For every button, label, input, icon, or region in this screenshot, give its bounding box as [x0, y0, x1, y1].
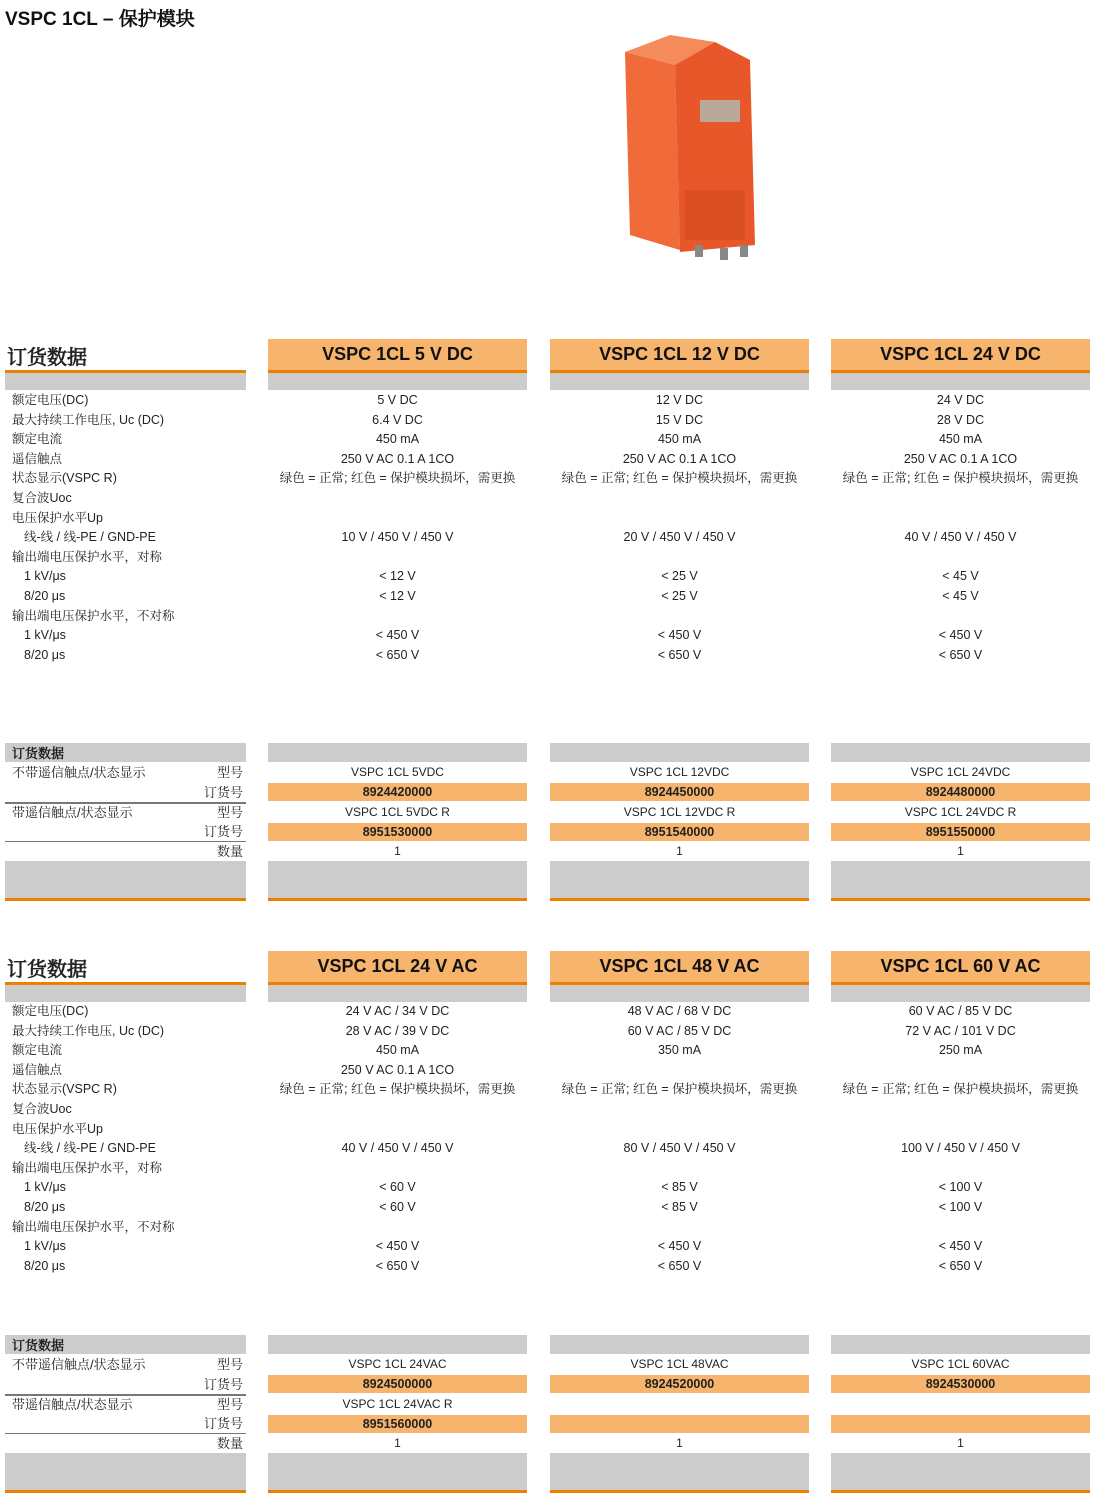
spec-value: < 450 V	[657, 628, 702, 643]
type-value: VSPC 1CL 24VDC R	[904, 804, 1017, 819]
spec-value: 20 V / 450 V / 450 V	[623, 530, 736, 545]
product-header: VSPC 1CL 12 V DC	[550, 339, 809, 370]
spec-value: 450 mA	[657, 432, 702, 447]
spec-value: 绿色 = 正常; 红色 = 保护模块损坏，需更换	[842, 471, 1079, 486]
spec-label: 1 kV/μs	[24, 569, 66, 584]
spec-label: 输出端电压保护水平，不对称	[12, 608, 175, 623]
spec-value: < 100 V	[938, 1200, 983, 1214]
order-number: 8924480000	[831, 783, 1090, 801]
product-image	[600, 30, 780, 280]
type-value: VSPC 1CL 12VDC R	[623, 804, 736, 819]
type-value: VSPC 1CL 48VAC	[630, 1357, 729, 1371]
quantity-label: 数量	[216, 1436, 243, 1451]
quantity-value: 1	[676, 1436, 683, 1450]
spec-label: 线-线 / 线-PE / GND-PE	[24, 1141, 156, 1156]
spec-value: < 60 V	[379, 1180, 416, 1195]
order-group-label: 不带遥信触点/状态显示	[12, 1357, 146, 1372]
spec-value: < 60 V	[379, 1200, 416, 1214]
order-header-band	[831, 743, 1090, 762]
order-header-band	[550, 743, 809, 762]
spec-label: 状态显示(VSPC R)	[12, 471, 117, 486]
footer-line	[268, 898, 527, 901]
order-number: 8924500000	[268, 1375, 527, 1393]
spec-label: 输出端电压保护水平，不对称	[12, 1219, 175, 1234]
spec-label: 线-线 / 线-PE / GND-PE	[24, 530, 156, 545]
spec-value: 40 V / 450 V / 450 V	[341, 1141, 454, 1156]
footer-band	[831, 1453, 1090, 1490]
type-value	[831, 1395, 1090, 1414]
type-label: 型号	[216, 1357, 243, 1372]
quantity-value: 1	[676, 844, 683, 858]
spec-value: < 85 V	[661, 1180, 698, 1195]
spec-value: < 450 V	[375, 1239, 420, 1254]
product-gray-band	[268, 985, 527, 1002]
footer-line	[831, 1490, 1090, 1493]
type-value: VSPC 1CL 5VDC R	[345, 804, 450, 819]
order-number: 8924420000	[268, 783, 527, 801]
footer-line	[831, 898, 1090, 901]
quantity-value: 1	[394, 844, 401, 858]
product-gray-band	[268, 373, 527, 390]
type-value: VSPC 1CL 12VDC	[629, 765, 730, 779]
order-header-band	[550, 1335, 809, 1354]
order-number: 8951550000	[831, 823, 1090, 841]
spec-value: 6.4 V DC	[372, 412, 423, 427]
footer-line	[268, 1490, 527, 1493]
spec-value: 24 V AC / 34 V DC	[345, 1004, 450, 1018]
type-label: 型号	[216, 1396, 243, 1412]
order-group-label: 不带遥信触点/状态显示	[12, 765, 146, 780]
spec-value: < 450 V	[375, 628, 420, 643]
footer-line	[550, 1490, 809, 1493]
spec-label: 复合波Uoc	[12, 1102, 72, 1116]
spec-label: 额定电流	[12, 432, 63, 447]
spec-value: < 450 V	[657, 1239, 702, 1254]
spec-value: 450 mA	[375, 432, 420, 447]
spec-label: 最大持续工作电压, Uc (DC)	[12, 412, 165, 427]
spec-value: 40 V / 450 V / 450 V	[904, 530, 1017, 545]
spec-value: < 650 V	[657, 647, 702, 662]
spec-value: 60 V AC / 85 V DC	[908, 1004, 1013, 1018]
product-header: VSPC 1CL 48 V AC	[550, 951, 809, 982]
order-number	[550, 1415, 809, 1433]
spec-value: < 25 V	[661, 589, 698, 603]
spec-value: < 650 V	[938, 647, 983, 662]
order-number-label: 订货号	[203, 1376, 243, 1392]
spec-value: < 45 V	[942, 589, 979, 603]
spec-value: < 650 V	[375, 1258, 420, 1273]
spec-value: 72 V AC / 101 V DC	[905, 1023, 1016, 1038]
type-value: VSPC 1CL 60VAC	[911, 1357, 1010, 1371]
spec-value: 28 V AC / 39 V DC	[345, 1023, 450, 1038]
footer-line	[5, 898, 246, 901]
spec-label: 遥信触点	[12, 451, 63, 466]
type-value: VSPC 1CL 24VDC	[910, 765, 1011, 779]
order-group-label: 带遥信触点/状态显示	[12, 1396, 133, 1412]
product-header: VSPC 1CL 24 V AC	[268, 951, 527, 982]
order-header-band	[831, 1335, 1090, 1354]
quantity-value: 1	[394, 1436, 401, 1450]
order-title: 订货数据	[12, 1338, 65, 1353]
footer-line	[550, 898, 809, 901]
spec-label: 1 kV/μs	[24, 1180, 66, 1195]
order-number: 8951560000	[268, 1415, 527, 1433]
spec-value: 48 V AC / 68 V DC	[627, 1004, 732, 1018]
spec-label: 电压保护水平Up	[12, 510, 103, 525]
spec-value: 15 V DC	[655, 412, 704, 427]
spec-value: 绿色 = 正常; 红色 = 保护模块损坏，需更换	[279, 1082, 516, 1097]
spec-label: 8/20 μs	[24, 1200, 66, 1214]
spec-value: < 450 V	[938, 1239, 983, 1254]
order-number-label: 订货号	[203, 784, 243, 800]
spec-value: < 25 V	[661, 569, 698, 584]
spec-value: 10 V / 450 V / 450 V	[341, 530, 454, 545]
product-gray-band	[831, 373, 1090, 390]
footer-band	[5, 861, 246, 898]
spec-value: 450 mA	[938, 432, 983, 447]
spec-value: 80 V / 450 V / 450 V	[623, 1141, 736, 1156]
spec-label: 1 kV/μs	[24, 628, 66, 643]
spec-label: 8/20 μs	[24, 589, 66, 603]
product-gray-band	[550, 985, 809, 1002]
footer-band	[268, 861, 527, 898]
spec-value: 250 V AC 0.1 A 1CO	[340, 1062, 455, 1077]
section-title: 订货数据	[7, 347, 87, 369]
order-header-band	[268, 1335, 527, 1354]
spec-value: 250 V AC 0.1 A 1CO	[340, 451, 455, 466]
section-gray-band	[5, 985, 246, 1002]
footer-band	[268, 1453, 527, 1490]
product-gray-band	[831, 985, 1090, 1002]
page-title: VSPC 1CL – 保护模块	[5, 9, 195, 30]
spec-value: < 45 V	[942, 569, 979, 584]
order-number: 8924530000	[831, 1375, 1090, 1393]
spec-value: 350 mA	[657, 1043, 702, 1058]
spec-value: < 85 V	[661, 1200, 698, 1214]
spec-value: < 450 V	[938, 628, 983, 643]
type-value: VSPC 1CL 24VAC	[348, 1357, 447, 1371]
spec-label: 电压保护水平Up	[12, 1121, 103, 1136]
spec-value: 绿色 = 正常; 红色 = 保护模块损坏，需更换	[279, 471, 516, 486]
spec-label: 输出端电压保护水平，对称	[12, 1160, 163, 1175]
spec-value: 5 V DC	[377, 393, 418, 407]
order-group-label: 带遥信触点/状态显示	[12, 804, 133, 820]
spec-value: < 12 V	[379, 589, 416, 603]
spec-label: 额定电压(DC)	[12, 393, 89, 407]
footer-band	[5, 1453, 246, 1490]
spec-label: 输出端电压保护水平，对称	[12, 549, 163, 564]
spec-label: 额定电压(DC)	[12, 1004, 89, 1018]
order-number	[831, 1415, 1090, 1433]
order-header-band	[268, 743, 527, 762]
order-title: 订货数据	[12, 746, 65, 761]
spec-value: 450 mA	[375, 1043, 420, 1058]
spec-value: < 100 V	[938, 1180, 983, 1195]
spec-value: 60 V AC / 85 V DC	[627, 1023, 732, 1038]
spec-label: 复合波Uoc	[12, 491, 72, 505]
spec-value: < 12 V	[379, 569, 416, 584]
product-header: VSPC 1CL 24 V DC	[831, 339, 1090, 370]
product-gray-band	[550, 373, 809, 390]
section-gray-band	[5, 373, 246, 390]
footer-band	[550, 1453, 809, 1490]
spec-label: 额定电流	[12, 1043, 63, 1058]
order-number: 8924450000	[550, 783, 809, 801]
spec-label: 8/20 μs	[24, 647, 66, 662]
spec-value: 24 V DC	[936, 393, 985, 407]
spec-value: < 650 V	[938, 1258, 983, 1273]
type-value	[550, 1395, 809, 1414]
footer-line	[5, 1490, 246, 1493]
spec-value: 绿色 = 正常; 红色 = 保护模块损坏，需更换	[842, 1082, 1079, 1097]
order-number-label: 订货号	[203, 824, 243, 839]
footer-band	[831, 861, 1090, 898]
order-number: 8924520000	[550, 1375, 809, 1393]
order-number: 8951540000	[550, 823, 809, 841]
order-number-label: 订货号	[203, 1416, 243, 1431]
section-title: 订货数据	[7, 959, 87, 981]
quantity-label: 数量	[216, 844, 243, 859]
spec-value: 250 mA	[938, 1043, 983, 1058]
footer-band	[550, 861, 809, 898]
spec-value: 100 V / 450 V / 450 V	[901, 1141, 1020, 1156]
spec-label: 遥信触点	[12, 1062, 63, 1077]
order-number: 8951530000	[268, 823, 527, 841]
product-header: VSPC 1CL 5 V DC	[268, 339, 527, 370]
spec-value: 12 V DC	[655, 393, 704, 407]
spec-label: 最大持续工作电压, Uc (DC)	[12, 1023, 165, 1038]
type-value: VSPC 1CL 5VDC	[351, 765, 444, 779]
spec-value: < 650 V	[657, 1258, 702, 1273]
quantity-value: 1	[957, 1436, 964, 1450]
spec-value: 绿色 = 正常; 红色 = 保护模块损坏，需更换	[561, 1082, 798, 1097]
spec-value: 250 V AC 0.1 A 1CO	[622, 451, 737, 466]
type-label: 型号	[216, 804, 243, 820]
spec-label: 8/20 μs	[24, 1258, 66, 1273]
spec-value: 28 V DC	[936, 412, 985, 427]
spec-value: 绿色 = 正常; 红色 = 保护模块损坏，需更换	[561, 471, 798, 486]
type-label: 型号	[216, 765, 243, 780]
spec-label: 1 kV/μs	[24, 1239, 66, 1254]
spec-value: < 650 V	[375, 647, 420, 662]
quantity-value: 1	[957, 844, 964, 858]
product-header: VSPC 1CL 60 V AC	[831, 951, 1090, 982]
spec-value: 250 V AC 0.1 A 1CO	[903, 451, 1018, 466]
type-value: VSPC 1CL 24VAC R	[342, 1396, 453, 1411]
spec-label: 状态显示(VSPC R)	[12, 1082, 117, 1097]
